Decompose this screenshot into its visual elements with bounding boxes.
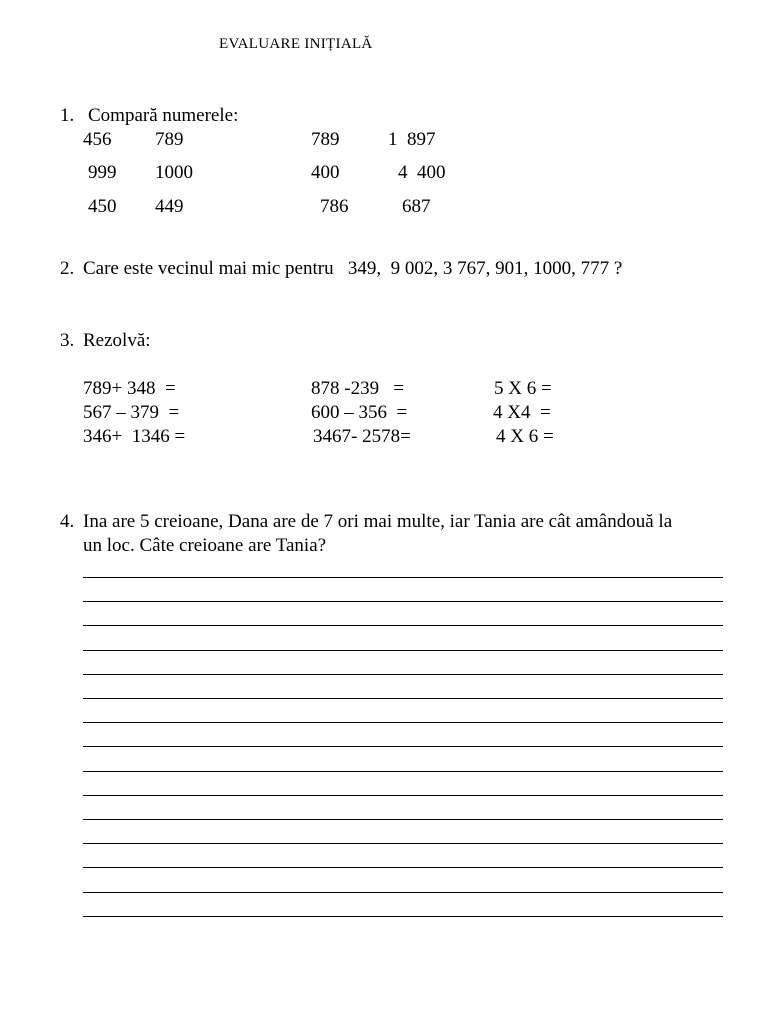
q3-exercise: 789+ 348 = <box>83 378 176 399</box>
answer-line <box>83 601 723 602</box>
q3-exercise: 600 – 356 = <box>311 402 408 423</box>
answer-line <box>83 722 723 723</box>
answer-line <box>83 771 723 772</box>
q4-text-line2: un loc. Câte creioane are Tania? <box>83 535 327 556</box>
q1-text: Compară numerele: <box>88 105 239 126</box>
q1-cell: 786 <box>320 196 349 217</box>
q3-exercise: 567 – 379 = <box>83 402 180 423</box>
q3-text: Rezolvă: <box>83 330 151 351</box>
q3-exercise: 4 X 6 = <box>496 426 554 447</box>
answer-line <box>83 916 723 917</box>
answer-line <box>83 795 723 796</box>
q3-exercise: 878 -239 = <box>311 378 405 399</box>
q3-number: 3. <box>60 330 75 351</box>
answer-line <box>83 650 723 651</box>
q1-cell: 4 400 <box>398 162 446 183</box>
q1-cell: 687 <box>402 196 431 217</box>
q3-exercise: 346+ 1346 = <box>83 426 186 447</box>
answer-line <box>83 892 723 893</box>
q1-cell: 789 <box>155 129 184 150</box>
page-title: EVALUARE INIȚIALĂ <box>219 36 373 52</box>
answer-line <box>83 843 723 844</box>
answer-line <box>83 867 723 868</box>
answer-line <box>83 577 723 578</box>
q1-cell: 789 <box>311 129 340 150</box>
q1-cell: 400 <box>311 162 340 183</box>
answer-line <box>83 746 723 747</box>
answer-line <box>83 625 723 626</box>
q1-cell: 450 <box>88 196 117 217</box>
q2-number: 2. <box>60 258 75 279</box>
q1-cell: 456 <box>83 129 112 150</box>
answer-line <box>83 698 723 699</box>
q1-number: 1. <box>60 105 75 126</box>
q2-text: Care este vecinul mai mic pentru 349, 9 002, 3 767, 901, 1000, 777 ? <box>83 258 623 279</box>
q3-exercise: 3467- 2578= <box>313 426 411 447</box>
q1-cell: 449 <box>155 196 184 217</box>
q1-cell: 1 897 <box>388 129 436 150</box>
q1-cell: 1000 <box>155 162 193 183</box>
answer-line <box>83 674 723 675</box>
answer-line <box>83 819 723 820</box>
q3-exercise: 4 X4 = <box>493 402 551 423</box>
q1-cell: 999 <box>88 162 117 183</box>
q4-text-line1: Ina are 5 creioane, Dana are de 7 ori mai multe, iar Tania are cât amândouă la <box>83 511 673 532</box>
q4-number: 4. <box>60 511 75 532</box>
q3-exercise: 5 X 6 = <box>494 378 552 399</box>
